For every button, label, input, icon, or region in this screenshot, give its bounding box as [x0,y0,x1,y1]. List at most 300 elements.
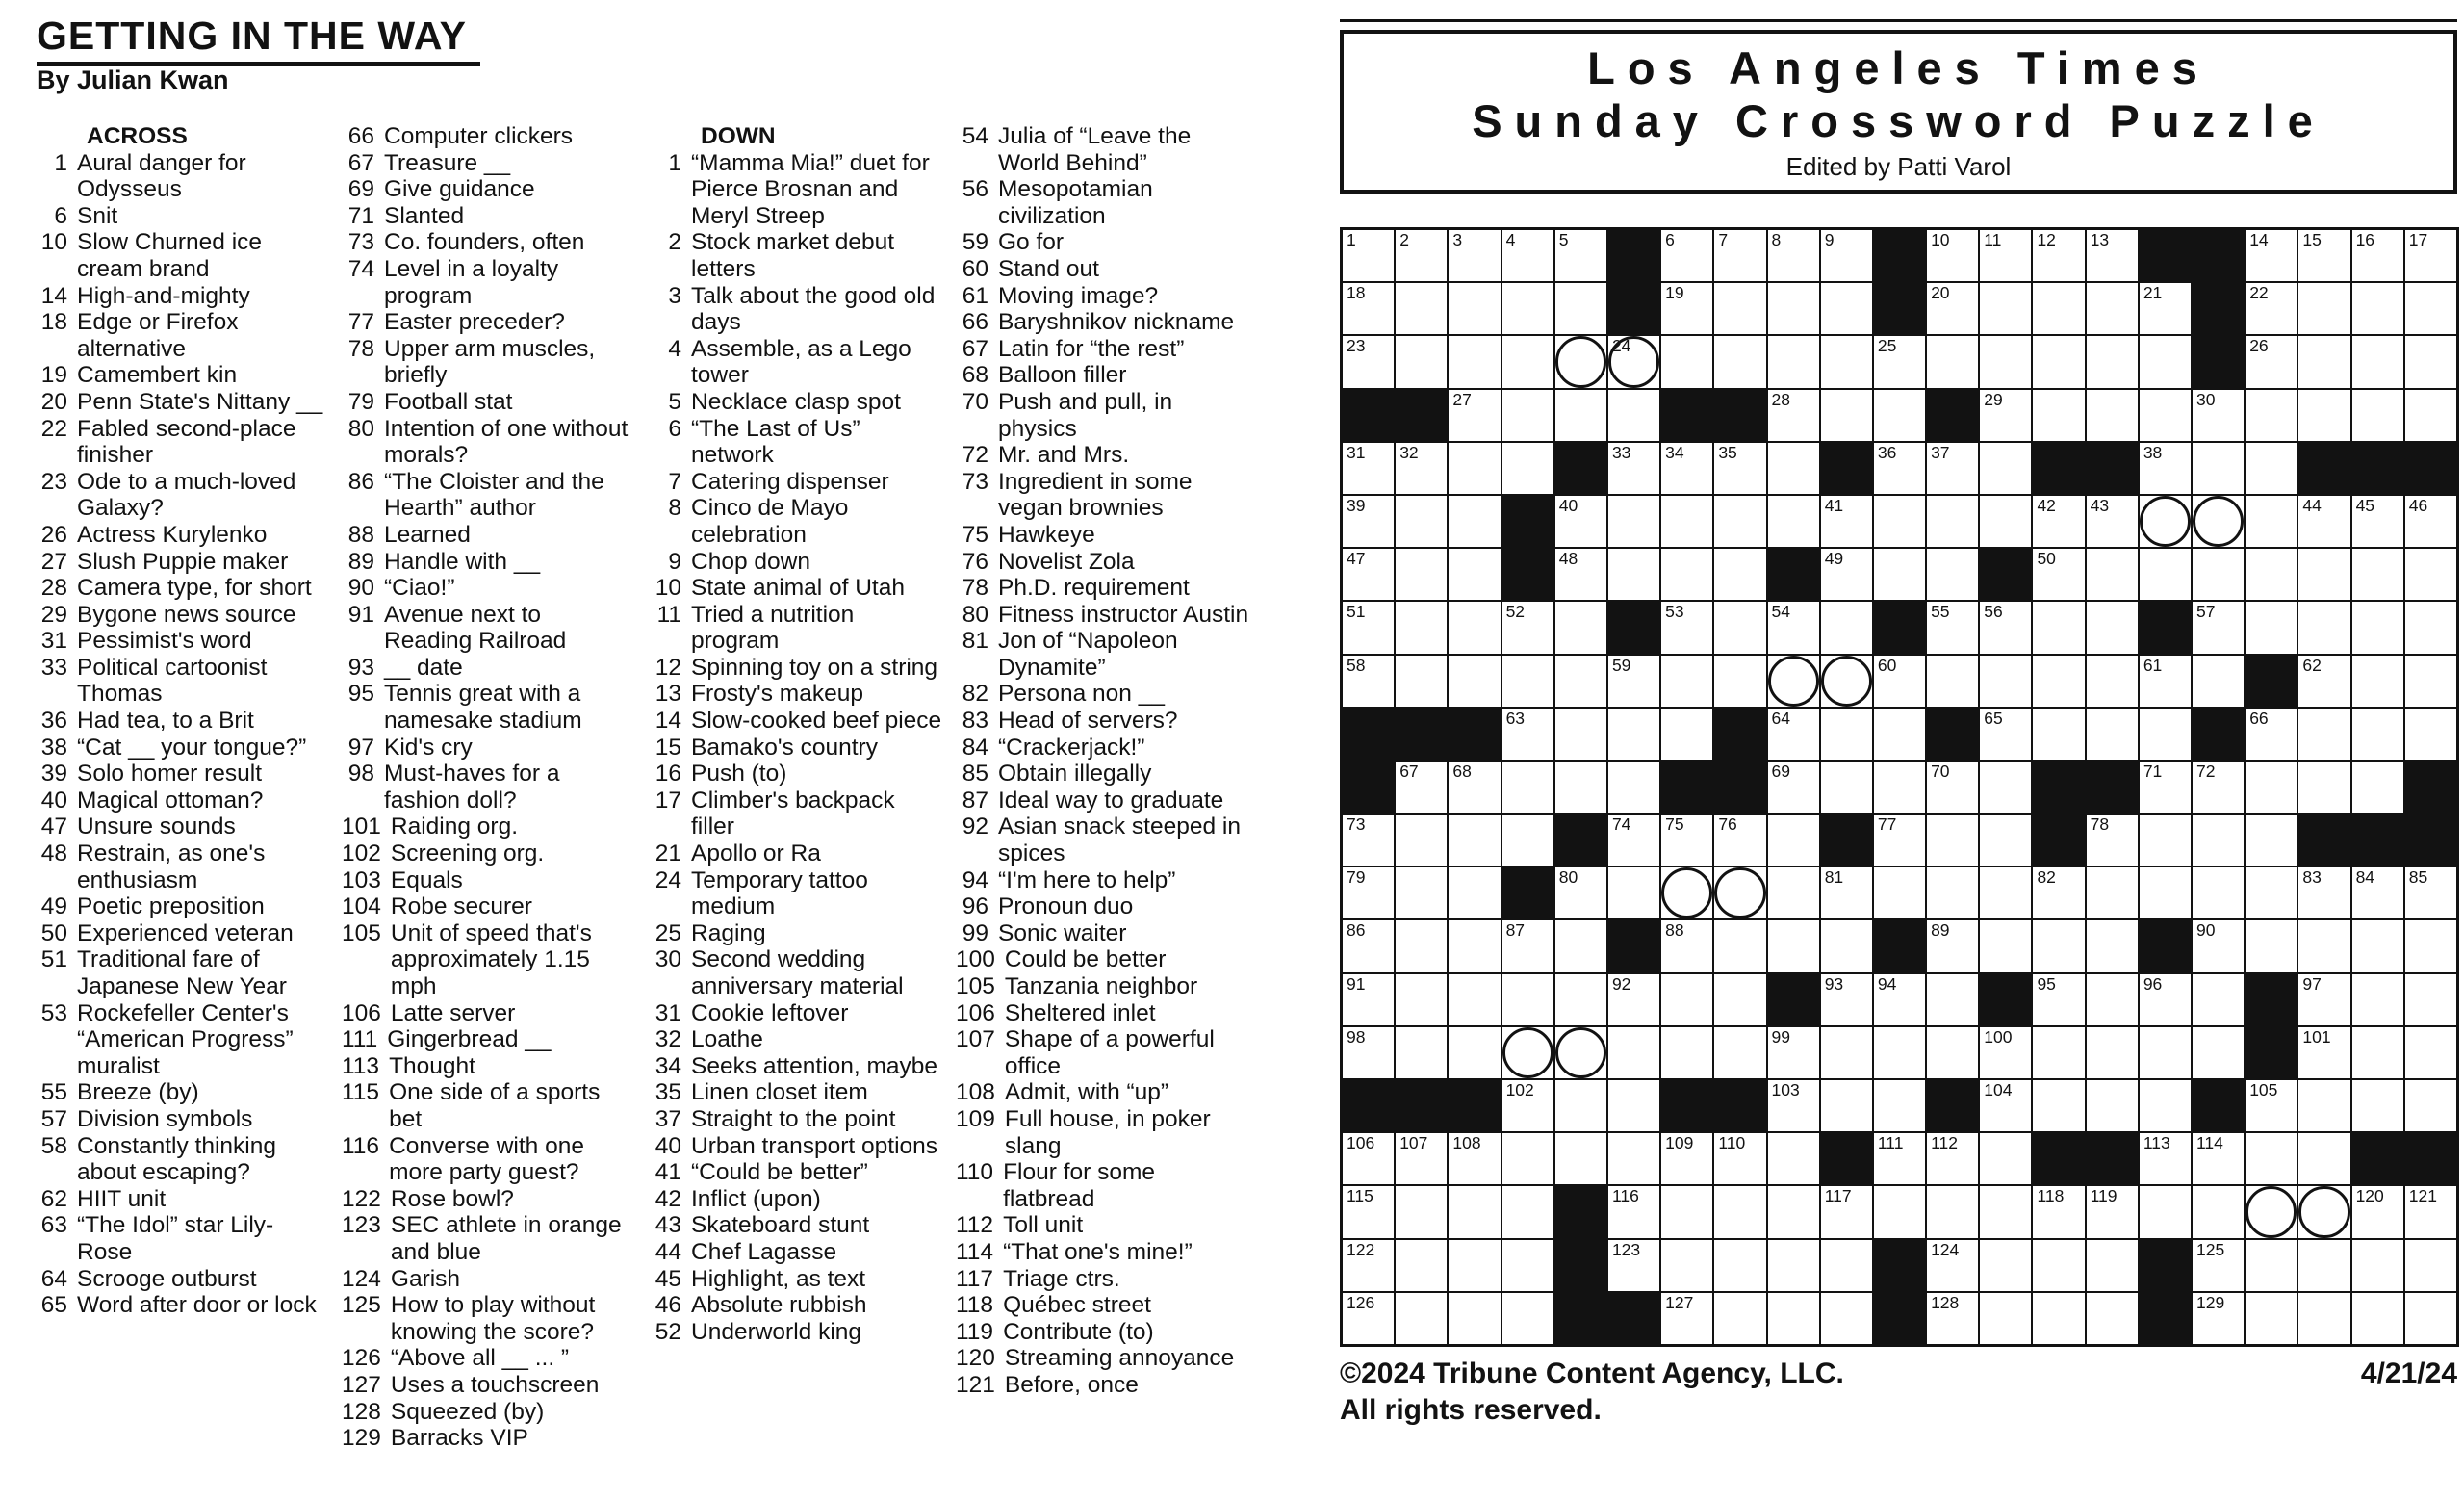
grid-cell[interactable] [2033,1293,2084,1344]
grid-cell[interactable] [2405,496,2456,547]
grid-cell[interactable] [2033,336,2084,387]
grid-cell[interactable] [2352,709,2403,760]
grid-cell[interactable] [1608,443,1659,494]
grid-cell[interactable] [2140,390,2191,441]
grid-cell[interactable] [1927,656,1978,707]
grid-cell[interactable] [2298,230,2349,281]
grid-cell[interactable] [1502,336,1553,387]
grid-cell[interactable] [1608,1080,1659,1131]
grid-cell[interactable] [2298,920,2349,971]
grid-cell[interactable] [1449,815,1500,866]
grid-cell[interactable] [2405,1240,2456,1291]
grid-cell[interactable] [2352,336,2403,387]
grid-cell[interactable] [2193,1133,2244,1184]
grid-cell[interactable] [1343,230,1394,281]
grid-cell[interactable] [2033,496,2084,547]
grid-cell[interactable] [1927,230,1978,281]
grid-cell[interactable] [1343,443,1394,494]
grid-cell[interactable] [2033,1027,2084,1078]
grid-cell[interactable] [1449,602,1500,653]
grid-cell[interactable] [1980,496,2031,547]
grid-cell[interactable] [1661,443,1712,494]
grid-cell[interactable] [1449,974,1500,1025]
grid-cell[interactable] [1874,656,1925,707]
grid-cell[interactable] [1502,1133,1553,1184]
grid-cell[interactable] [1396,1186,1447,1237]
grid-cell[interactable] [1821,1293,1872,1344]
grid-cell[interactable] [1396,283,1447,334]
grid-cell[interactable] [2087,974,2138,1025]
grid-cell[interactable] [2087,1293,2138,1344]
grid-cell[interactable] [2405,283,2456,334]
grid-cell[interactable] [1555,336,1606,387]
grid-cell[interactable] [2140,283,2191,334]
grid-cell[interactable] [1980,1080,2031,1131]
grid-cell[interactable] [1874,496,1925,547]
grid-cell[interactable] [1980,336,2031,387]
grid-cell[interactable] [1343,283,1394,334]
grid-cell[interactable] [1714,443,1765,494]
grid-cell[interactable] [2352,230,2403,281]
grid-cell[interactable] [1714,496,1765,547]
grid-cell[interactable] [1768,1186,1819,1237]
grid-cell[interactable] [2140,1080,2191,1131]
grid-cell[interactable] [2193,974,2244,1025]
grid-cell[interactable] [2405,390,2456,441]
grid-cell[interactable] [2193,867,2244,918]
grid-cell[interactable] [2087,283,2138,334]
grid-cell[interactable] [2246,1186,2297,1237]
grid-cell[interactable] [2087,336,2138,387]
grid-cell[interactable] [2246,549,2297,600]
grid-cell[interactable] [1502,762,1553,813]
grid-cell[interactable] [1821,974,1872,1025]
grid-cell[interactable] [1874,1080,1925,1131]
grid-cell[interactable] [1927,602,1978,653]
grid-cell[interactable] [1714,283,1765,334]
grid-cell[interactable] [1980,762,2031,813]
grid-cell[interactable] [2193,496,2244,547]
grid-cell[interactable] [2193,443,2244,494]
grid-cell[interactable] [2193,656,2244,707]
grid-cell[interactable] [2087,390,2138,441]
grid-cell[interactable] [1980,709,2031,760]
grid-cell[interactable] [1661,815,1712,866]
grid-cell[interactable] [1555,549,1606,600]
grid-cell[interactable] [1555,283,1606,334]
grid-cell[interactable] [1661,549,1712,600]
grid-cell[interactable] [2298,496,2349,547]
grid-cell[interactable] [2405,549,2456,600]
grid-cell[interactable] [1768,602,1819,653]
grid-cell[interactable] [1821,602,1872,653]
grid-cell[interactable] [1661,602,1712,653]
grid-cell[interactable] [2405,867,2456,918]
grid-cell[interactable] [2193,549,2244,600]
grid-cell[interactable] [2246,762,2297,813]
grid-cell[interactable] [2298,1240,2349,1291]
grid-cell[interactable] [2193,1293,2244,1344]
grid-cell[interactable] [1449,762,1500,813]
grid-cell[interactable] [1980,283,2031,334]
grid-cell[interactable] [1502,443,1553,494]
grid-cell[interactable] [2298,1293,2349,1344]
grid-cell[interactable] [2246,1293,2297,1344]
grid-cell[interactable] [1555,1080,1606,1131]
grid-cell[interactable] [2033,549,2084,600]
grid-cell[interactable] [2405,656,2456,707]
grid-cell[interactable] [1396,867,1447,918]
grid-cell[interactable] [1555,1133,1606,1184]
grid-cell[interactable] [1449,1293,1500,1344]
grid-cell[interactable] [1396,549,1447,600]
grid-cell[interactable] [1396,920,1447,971]
grid-cell[interactable] [2298,762,2349,813]
grid-cell[interactable] [1343,920,1394,971]
grid-cell[interactable] [1768,283,1819,334]
grid-cell[interactable] [1608,867,1659,918]
grid-cell[interactable] [1502,602,1553,653]
grid-cell[interactable] [1502,390,1553,441]
grid-cell[interactable] [1555,1027,1606,1078]
grid-cell[interactable] [2352,867,2403,918]
grid-cell[interactable] [1714,336,1765,387]
grid-cell[interactable] [1343,867,1394,918]
grid-cell[interactable] [2193,815,2244,866]
grid-cell[interactable] [2246,336,2297,387]
grid-cell[interactable] [2193,920,2244,971]
grid-cell[interactable] [2405,336,2456,387]
grid-cell[interactable] [1927,283,1978,334]
grid-cell[interactable] [2140,1186,2191,1237]
grid-cell[interactable] [2246,867,2297,918]
grid-cell[interactable] [1980,1133,2031,1184]
grid-cell[interactable] [1396,1240,1447,1291]
grid-cell[interactable] [1768,1133,1819,1184]
grid-cell[interactable] [1396,974,1447,1025]
grid-cell[interactable] [2246,1240,2297,1291]
grid-cell[interactable] [2193,602,2244,653]
grid-cell[interactable] [1874,443,1925,494]
grid-cell[interactable] [2087,602,2138,653]
grid-cell[interactable] [2352,549,2403,600]
grid-cell[interactable] [2087,656,2138,707]
grid-cell[interactable] [1768,1080,1819,1131]
grid-cell[interactable] [1768,230,1819,281]
grid-cell[interactable] [2087,1080,2138,1131]
grid-cell[interactable] [1768,920,1819,971]
grid-cell[interactable] [2405,1027,2456,1078]
grid-cell[interactable] [1927,1293,1978,1344]
grid-cell[interactable] [1980,230,2031,281]
grid-cell[interactable] [2033,390,2084,441]
grid-cell[interactable] [1343,1027,1394,1078]
grid-cell[interactable] [2298,1186,2349,1237]
grid-cell[interactable] [1927,1240,1978,1291]
grid-cell[interactable] [2405,974,2456,1025]
grid-cell[interactable] [1874,336,1925,387]
grid-cell[interactable] [1502,656,1553,707]
grid-cell[interactable] [1661,974,1712,1025]
grid-cell[interactable] [2246,1133,2297,1184]
grid-cell[interactable] [1396,496,1447,547]
grid-cell[interactable] [1555,867,1606,918]
grid-cell[interactable] [1396,602,1447,653]
grid-cell[interactable] [2246,496,2297,547]
grid-cell[interactable] [2087,496,2138,547]
grid-cell[interactable] [1927,815,1978,866]
grid-cell[interactable] [1555,390,1606,441]
grid-cell[interactable] [1927,974,1978,1025]
grid-cell[interactable] [2193,1186,2244,1237]
grid-cell[interactable] [1821,336,1872,387]
grid-cell[interactable] [1768,443,1819,494]
grid-cell[interactable] [2298,283,2349,334]
grid-cell[interactable] [1608,496,1659,547]
grid-cell[interactable] [1449,549,1500,600]
grid-cell[interactable] [1396,1293,1447,1344]
grid-cell[interactable] [1343,1133,1394,1184]
grid-cell[interactable] [2298,602,2349,653]
grid-cell[interactable] [1343,336,1394,387]
grid-cell[interactable] [1396,815,1447,866]
grid-cell[interactable] [1661,867,1712,918]
grid-cell[interactable] [2140,1027,2191,1078]
grid-cell[interactable] [2087,867,2138,918]
grid-cell[interactable] [2140,974,2191,1025]
grid-cell[interactable] [2352,656,2403,707]
grid-cell[interactable] [1396,1027,1447,1078]
grid-cell[interactable] [1661,1240,1712,1291]
grid-cell[interactable] [2140,443,2191,494]
grid-cell[interactable] [2405,1293,2456,1344]
grid-cell[interactable] [1661,920,1712,971]
grid-cell[interactable] [1821,1027,1872,1078]
grid-cell[interactable] [1714,230,1765,281]
grid-cell[interactable] [2140,867,2191,918]
grid-cell[interactable] [1449,1186,1500,1237]
grid-cell[interactable] [1927,496,1978,547]
grid-cell[interactable] [2033,1080,2084,1131]
grid-cell[interactable] [1980,656,2031,707]
grid-cell[interactable] [2193,390,2244,441]
grid-cell[interactable] [1927,867,1978,918]
grid-cell[interactable] [1980,867,2031,918]
grid-cell[interactable] [1714,920,1765,971]
grid-cell[interactable] [2298,709,2349,760]
grid-cell[interactable] [2405,230,2456,281]
grid-cell[interactable] [1821,283,1872,334]
grid-cell[interactable] [1343,496,1394,547]
grid-cell[interactable] [1502,709,1553,760]
grid-cell[interactable] [1768,1027,1819,1078]
grid-cell[interactable] [1343,656,1394,707]
grid-cell[interactable] [1449,283,1500,334]
grid-cell[interactable] [1449,867,1500,918]
grid-cell[interactable] [1396,656,1447,707]
grid-cell[interactable] [1555,920,1606,971]
grid-cell[interactable] [1661,496,1712,547]
grid-cell[interactable] [1821,390,1872,441]
grid-cell[interactable] [2140,549,2191,600]
grid-cell[interactable] [1449,496,1500,547]
grid-cell[interactable] [1661,230,1712,281]
grid-cell[interactable] [1343,1240,1394,1291]
grid-cell[interactable] [1927,549,1978,600]
grid-cell[interactable] [1661,709,1712,760]
grid-cell[interactable] [1821,230,1872,281]
grid-cell[interactable] [1661,656,1712,707]
grid-cell[interactable] [1927,762,1978,813]
grid-cell[interactable] [2352,1027,2403,1078]
grid-cell[interactable] [1874,974,1925,1025]
grid-cell[interactable] [1821,709,1872,760]
grid-cell[interactable] [2405,602,2456,653]
grid-cell[interactable] [2033,974,2084,1025]
grid-cell[interactable] [1927,1133,1978,1184]
grid-cell[interactable] [1980,1240,2031,1291]
grid-cell[interactable] [2033,920,2084,971]
grid-cell[interactable] [1714,1027,1765,1078]
grid-cell[interactable] [1821,549,1872,600]
grid-cell[interactable] [1768,656,1819,707]
grid-cell[interactable] [2033,283,2084,334]
grid-cell[interactable] [1714,1240,1765,1291]
grid-cell[interactable] [2352,762,2403,813]
grid-cell[interactable] [2405,1080,2456,1131]
grid-cell[interactable] [1874,867,1925,918]
grid-cell[interactable] [2087,1186,2138,1237]
grid-cell[interactable] [1502,1186,1553,1237]
grid-cell[interactable] [1714,1133,1765,1184]
grid-cell[interactable] [2298,656,2349,707]
grid-cell[interactable] [1768,336,1819,387]
grid-cell[interactable] [1661,283,1712,334]
grid-cell[interactable] [1396,443,1447,494]
grid-cell[interactable] [1502,815,1553,866]
grid-cell[interactable] [1449,656,1500,707]
grid-cell[interactable] [1768,867,1819,918]
grid-cell[interactable] [2033,867,2084,918]
grid-cell[interactable] [1396,762,1447,813]
grid-cell[interactable] [1821,920,1872,971]
grid-cell[interactable] [1980,443,2031,494]
grid-cell[interactable] [2298,390,2349,441]
grid-cell[interactable] [1608,1240,1659,1291]
grid-cell[interactable] [1714,974,1765,1025]
grid-cell[interactable] [2246,920,2297,971]
grid-cell[interactable] [2352,974,2403,1025]
grid-cell[interactable] [2140,1133,2191,1184]
grid-cell[interactable] [1980,390,2031,441]
grid-cell[interactable] [2352,602,2403,653]
grid-cell[interactable] [2246,390,2297,441]
grid-cell[interactable] [1768,762,1819,813]
grid-cell[interactable] [1608,709,1659,760]
grid-cell[interactable] [1608,336,1659,387]
grid-cell[interactable] [1661,1027,1712,1078]
grid-cell[interactable] [1768,390,1819,441]
grid-cell[interactable] [1714,867,1765,918]
grid-cell[interactable] [1449,336,1500,387]
grid-cell[interactable] [1449,390,1500,441]
grid-cell[interactable] [2298,974,2349,1025]
grid-cell[interactable] [1927,336,1978,387]
grid-cell[interactable] [2087,920,2138,971]
grid-cell[interactable] [1555,709,1606,760]
grid-cell[interactable] [1980,1186,2031,1237]
grid-cell[interactable] [1396,230,1447,281]
grid-cell[interactable] [1555,602,1606,653]
grid-cell[interactable] [1874,762,1925,813]
grid-cell[interactable] [2193,1240,2244,1291]
grid-cell[interactable] [2405,709,2456,760]
grid-cell[interactable] [2298,867,2349,918]
grid-cell[interactable] [1874,1027,1925,1078]
grid-cell[interactable] [1821,762,1872,813]
grid-cell[interactable] [2246,230,2297,281]
grid-cell[interactable] [1608,1186,1659,1237]
grid-cell[interactable] [2033,1186,2084,1237]
grid-cell[interactable] [1874,815,1925,866]
grid-cell[interactable] [1661,1293,1712,1344]
grid-cell[interactable] [1502,1027,1553,1078]
grid-cell[interactable] [1821,496,1872,547]
grid-cell[interactable] [2352,390,2403,441]
grid-cell[interactable] [1927,443,1978,494]
grid-cell[interactable] [1502,283,1553,334]
grid-cell[interactable] [1343,549,1394,600]
grid-cell[interactable] [2352,1293,2403,1344]
grid-cell[interactable] [1874,709,1925,760]
grid-cell[interactable] [1714,602,1765,653]
grid-cell[interactable] [2246,602,2297,653]
grid-cell[interactable] [1608,1027,1659,1078]
grid-cell[interactable] [1449,920,1500,971]
grid-cell[interactable] [2405,920,2456,971]
grid-cell[interactable] [1714,815,1765,866]
grid-cell[interactable] [2246,709,2297,760]
grid-cell[interactable] [1821,867,1872,918]
grid-cell[interactable] [2087,230,2138,281]
grid-cell[interactable] [1768,496,1819,547]
grid-cell[interactable] [1714,1293,1765,1344]
grid-cell[interactable] [2140,709,2191,760]
grid-cell[interactable] [1502,920,1553,971]
grid-cell[interactable] [2087,1240,2138,1291]
grid-cell[interactable] [1874,549,1925,600]
grid-cell[interactable] [1449,230,1500,281]
grid-cell[interactable] [1661,1186,1712,1237]
grid-cell[interactable] [1980,815,2031,866]
grid-cell[interactable] [1502,1080,1553,1131]
grid-cell[interactable] [2193,762,2244,813]
grid-cell[interactable] [1343,1293,1394,1344]
grid-cell[interactable] [2352,920,2403,971]
grid-cell[interactable] [1555,974,1606,1025]
grid-cell[interactable] [2033,656,2084,707]
grid-cell[interactable] [1608,656,1659,707]
grid-cell[interactable] [2140,762,2191,813]
grid-cell[interactable] [1502,974,1553,1025]
grid-cell[interactable] [2087,815,2138,866]
grid-cell[interactable] [1396,336,1447,387]
grid-cell[interactable] [1608,1133,1659,1184]
grid-cell[interactable] [2352,1186,2403,1237]
grid-cell[interactable] [1608,549,1659,600]
grid-cell[interactable] [1396,1133,1447,1184]
grid-cell[interactable] [2140,336,2191,387]
